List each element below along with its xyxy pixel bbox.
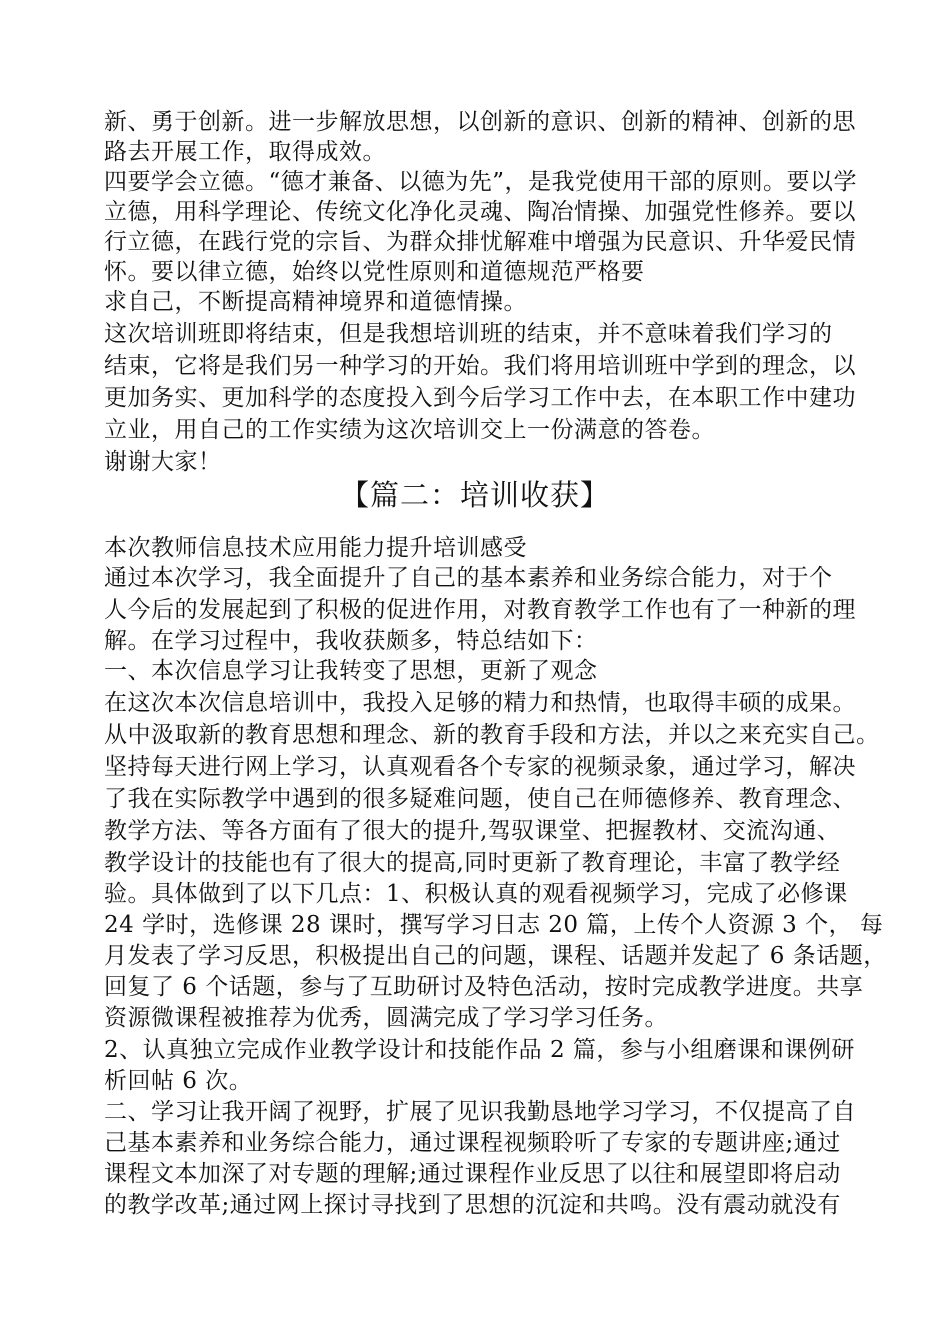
paragraph-line: 验。具体做到了以下几点：1、积极认真的观看视频学习，完成了必修课 bbox=[104, 881, 848, 907]
paragraph-line: 解。在学习过程中，我收获颇多，特总结如下： bbox=[104, 628, 598, 654]
paragraph-line: 路去开展工作，取得成效。 bbox=[104, 139, 386, 165]
paragraph-line: 新、勇于创新。进一步解放思想，以创新的意识、创新的精神、创新的思 bbox=[104, 109, 856, 135]
paragraph-line: 从中汲取新的教育思想和理念、新的教育手段和方法，并以之来充实自己。 bbox=[104, 722, 880, 748]
paragraph-line: 四要学会立德。“德才兼备、以德为先”，是我党使用干部的原则。要以学 bbox=[104, 169, 858, 195]
paragraph-line: 教学设计的技能也有了很大的提高,同时更新了教育理论，丰富了教学经 bbox=[104, 850, 841, 876]
paragraph-line: 资源微课程被推荐为优秀，圆满完成了学习学习任务。 bbox=[104, 1005, 668, 1031]
paragraph-line: 坚持每天进行网上学习，认真观看各个专家的视频录象，通过学习，解决 bbox=[104, 754, 856, 780]
paragraph-line: 二、学习让我开阔了视野，扩展了见识我勤恳地学习学习，不仅提高了自 bbox=[104, 1099, 856, 1125]
paragraph-line: 通过本次学习，我全面提升了自己的基本素养和业务综合能力，对于个 bbox=[104, 565, 833, 591]
paragraph-line: 结束，它将是我们另一种学习的开始。我们将用培训班中学到的理念，以 bbox=[104, 353, 856, 379]
paragraph-line: 行立德，在践行党的宗旨、为群众排忧解难中增强为民意识、升华爱民情 bbox=[104, 229, 856, 255]
paragraph-line: 立业，用自己的工作实绩为这次培训交上一份满意的答卷。 bbox=[104, 417, 715, 443]
paragraph-line: 的教学改革;通过网上探讨寻找到了思想的沉淀和共鸣。没有震动就没有 bbox=[104, 1192, 841, 1218]
paragraph-line: 立德，用科学理论、传统文化净化灵魂、陶冶情操、加强党性修养。要以 bbox=[104, 199, 856, 225]
paragraph-line: 一、本次信息学习让我转变了思想，更新了观念 bbox=[104, 658, 598, 684]
paragraph-line: 了我在实际教学中遇到的很多疑难问题，使自己在师德修养、教育理念、 bbox=[104, 786, 856, 812]
paragraph-line: 24 学时，选修课 28 课时，撰写学习日志 20 篇，上传个人资源 3 个， 每 bbox=[104, 912, 884, 938]
paragraph-line: 更加务实、更加科学的态度投入到今后学习工作中去，在本职工作中建功 bbox=[104, 385, 856, 411]
paragraph-line: 怀。要以律立德，始终以党性原则和道德规范严格要 bbox=[104, 259, 645, 285]
paragraph-line: 课程文本加深了对专题的理解;通过课程作业反思了以往和展望即将启动 bbox=[104, 1161, 841, 1187]
paragraph-line: 己基本素养和业务综合能力，通过课程视频聆听了专家的专题讲座;通过 bbox=[104, 1130, 841, 1156]
paragraph-line: 人今后的发展起到了积极的促进作用，对教育教学工作也有了一种新的理 bbox=[104, 597, 856, 623]
paragraph-line: 求自己，不断提高精神境界和道德情操。 bbox=[104, 289, 527, 315]
section-heading: 【篇二：培训收获】 bbox=[339, 478, 610, 512]
paragraph-line: 析回帖 6 次。 bbox=[104, 1068, 253, 1094]
paragraph-line: 教学方法、等各方面有了很大的提升,驾驭课堂、把握教材、交流沟通、 bbox=[104, 818, 841, 844]
paragraph-line: 本次教师信息技术应用能力提升培训感受 bbox=[104, 535, 527, 561]
paragraph-line: 在这次本次信息培训中，我投入足够的精力和热情，也取得丰硕的成果。 bbox=[104, 690, 856, 716]
paragraph-line: 2、认真独立完成作业教学设计和技能作品 2 篇，参与小组磨课和课例研 bbox=[104, 1037, 855, 1063]
paragraph-line: 这次培训班即将结束，但是我想培训班的结束，并不意味着我们学习的 bbox=[104, 321, 833, 347]
paragraph-line: 回复了 6 个话题，参与了互助研讨及特色活动，按时完成教学进度。共享 bbox=[104, 974, 864, 1000]
paragraph-line: 月发表了学习反思，积极提出自己的问题，课程、话题并发起了 6 条话题， bbox=[104, 943, 887, 969]
paragraph-line: 谢谢大家！ bbox=[104, 449, 222, 475]
